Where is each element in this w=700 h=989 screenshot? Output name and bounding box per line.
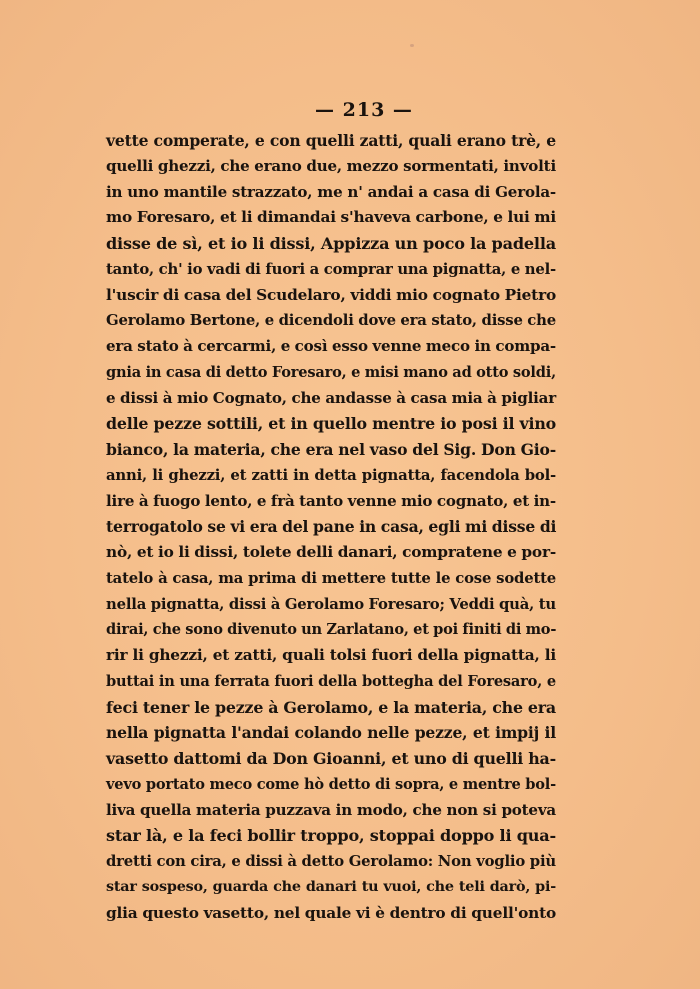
text-line: quelli ghezzi, che erano due, mezzo sormentati, involti bbox=[106, 156, 556, 175]
text-line: feci tener le pezze à Gerolamo, e la materia, che era bbox=[106, 697, 556, 717]
text-line: vevo portato meco come hò detto di sopra, e mentre bol- bbox=[106, 775, 556, 793]
text-line: l'uscir di casa del Scudelaro, viddi mio cognato Pietro bbox=[106, 285, 556, 304]
text-line: star sospeso, guarda che danari tu vuoi, che teli darò, pi- bbox=[106, 878, 556, 895]
text-line: nò, et io li dissi, tolete delli danari, compratene e por- bbox=[106, 543, 556, 561]
text-line: in uno mantile strazzato, me n' andai a casa di Gerola- bbox=[106, 182, 556, 201]
text-line: delle pezze sottili, et in quello mentre io posi il vino bbox=[106, 414, 556, 434]
page-number: — 213 — bbox=[315, 99, 413, 121]
text-line: era stato à cercarmi, e così esso venne meco in compa- bbox=[106, 337, 556, 355]
text-line: star là, e la feci bollir troppo, stoppai doppo li qua- bbox=[106, 826, 556, 846]
text-line: terrogatolo se vi era del pane in casa, egli mi disse di bbox=[106, 517, 557, 537]
text-line: dretti con cira, e dissi à detto Gerolamo: Non voglio più bbox=[106, 852, 556, 870]
text-line: e dissi à mio Cognato, che andasse à casa mia à pigliar bbox=[106, 388, 556, 407]
text-line: glia questo vasetto, nel quale vi è dentro di quell'onto bbox=[106, 903, 556, 922]
text-line: nella pignatta, dissi à Gerolamo Foresaro; Veddi quà, tu bbox=[106, 594, 556, 613]
text-line: nella pignatta l'andai colando nelle pezze, et impij il bbox=[106, 723, 556, 743]
text-line: rir li ghezzi, et zatti, quali tolsi fuori della pignatta, li bbox=[106, 646, 556, 664]
text-line: vasetto dattomi da Don Gioanni, et uno di quelli ha- bbox=[106, 749, 556, 768]
text-line: bianco, la materia, che era nel vaso del Sig. Don Gio- bbox=[106, 440, 556, 459]
text-line: Gerolamo Bertone, e dicendoli dove era stato, disse che bbox=[106, 311, 556, 330]
text-line: anni, li ghezzi, et zatti in detta pignatta, facendola bol- bbox=[106, 465, 556, 484]
text-line: vette comperate, e con quelli zatti, quali erano trè, e bbox=[106, 131, 556, 150]
text-line: lire à fuogo lento, e frà tanto venne mio cognato, et in- bbox=[106, 491, 556, 510]
text-line: mo Foresaro, et li dimandai s'haveva carbone, e lui mi bbox=[106, 208, 556, 227]
text-line: dirai, che sono divenuto un Zarlatano, et poi finiti di mo- bbox=[106, 621, 557, 639]
text-line: buttai in una ferrata fuori della bottegha del Foresaro, e bbox=[106, 672, 556, 690]
text-line: liva quella materia puzzava in modo, che non si poteva bbox=[106, 800, 556, 819]
text-line: disse de sì, et io li dissi, Appizza un poco la padella bbox=[106, 234, 556, 253]
paper-speck bbox=[410, 44, 414, 47]
text-line: tanto, ch' io vadi di fuori a comprar una pignatta, e nel- bbox=[106, 259, 556, 278]
text-line: gnia in casa di detto Foresaro, e misi mano ad otto soldi, bbox=[106, 363, 556, 381]
body-text bbox=[106, 128, 556, 926]
text-line: tatelo à casa, ma prima di mettere tutte le cose sodette bbox=[106, 568, 556, 587]
